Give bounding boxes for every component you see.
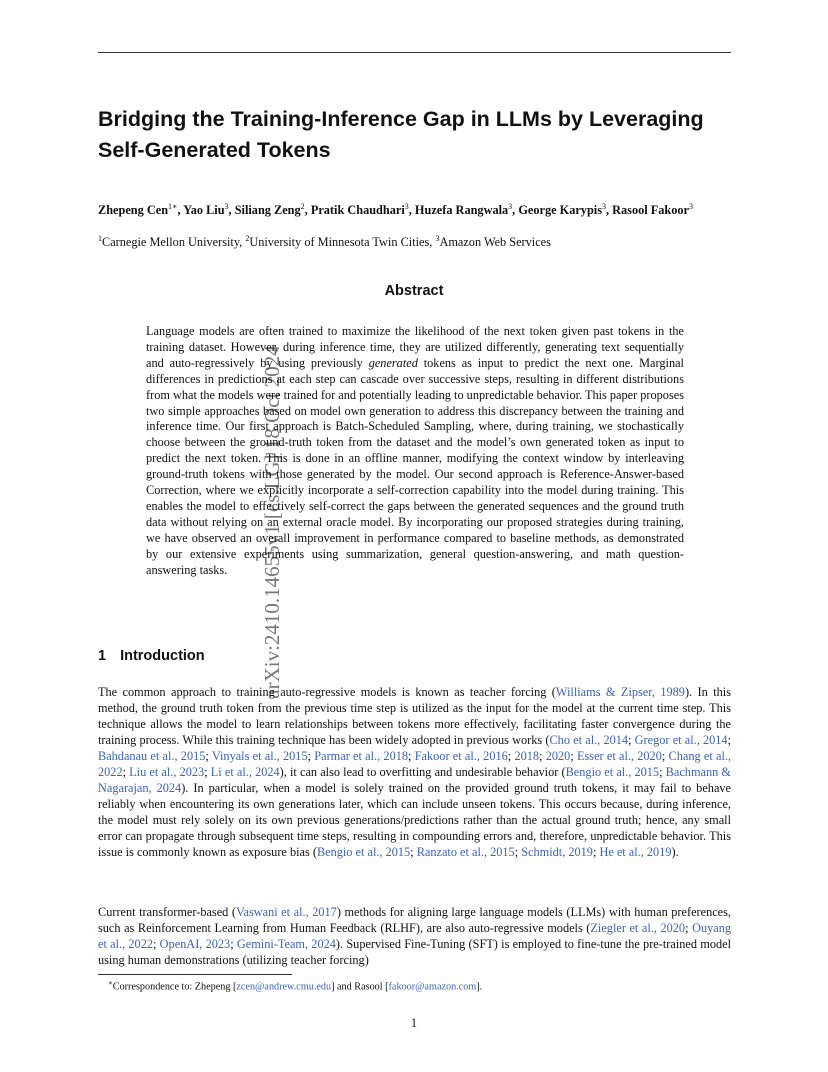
citation-link[interactable]: Schmidt, 2019: [521, 845, 593, 859]
citation-link[interactable]: Liu et al., 2023: [129, 765, 205, 779]
author-affiliation-mark: 3: [224, 202, 229, 211]
section-number: 1: [98, 648, 107, 664]
author-name: Yao Liu: [183, 203, 225, 218]
paragraph-text: ). Supervised Fine-Tuning (SFT) is employed to fine-tune the pre-trained model using human demonstrations (utilizing teacher forcing): [98, 937, 731, 967]
citation-link[interactable]: Cho et al., 2014: [549, 733, 629, 747]
paragraph-text: ;: [514, 845, 522, 859]
paragraph-text: Current transformer-based (: [98, 905, 236, 919]
abstract-heading: Abstract: [384, 283, 444, 299]
citation-link[interactable]: Ouyang et al., 2022: [98, 921, 731, 951]
footnote-rule: [98, 974, 292, 975]
citation-link[interactable]: Gregor et al., 2014: [634, 733, 728, 747]
affiliation-name: Amazon Web Services: [439, 235, 551, 250]
citation-link[interactable]: Ranzato et al., 2015: [416, 845, 515, 859]
section-heading: [98, 648, 205, 664]
citation-link[interactable]: Bengio et al., 2015: [565, 765, 660, 779]
paper-title: Bridging the Training-Inference Gap in LLMs by Leveraging Self-Generated Tokens: [98, 107, 704, 162]
author-affiliation-mark: 3: [404, 202, 409, 211]
paragraph-text: ;: [410, 845, 417, 859]
paragraph-text: ;: [122, 765, 130, 779]
citation-link[interactable]: Gemini-Team, 2024: [236, 937, 336, 951]
paragraph-text: ;: [507, 749, 515, 763]
citation-link[interactable]: Vinyals et al., 2015: [211, 749, 308, 763]
paragraph-text: ;: [205, 749, 212, 763]
arxiv-stamp[interactable]: arXiv:2410.14655v1 [cs.LG] 18 Oct 2024: [260, 345, 284, 699]
author-affiliation-mark: 3: [689, 202, 694, 211]
paragraph-text: ), it can also lead to overfitting and undesirable behavior (: [279, 765, 566, 779]
abstract-emphasis: generated: [368, 355, 418, 370]
paragraph-text: ;: [153, 937, 160, 951]
author-list: Zhepeng Cen$^{1∗}$, Yao Liu$^3$, Siliang Zeng$^2$, Pratik Chaudhari$^3$, Huzefa Rangwala$^3$, George Karypis$^3$, Rasool Fakoor$^3$: [98, 202, 694, 218]
paragraph-text: ;: [628, 733, 635, 747]
section-title: Introduction: [120, 648, 205, 664]
author-name: Zhepeng Cen: [98, 203, 169, 218]
author-name: Huzefa Rangwala: [414, 203, 509, 218]
paragraph-text: ;: [659, 765, 666, 779]
affiliation-name: University of Minnesota Twin Cities: [249, 235, 430, 250]
citation-link[interactable]: Ziegler et al., 2020: [590, 921, 686, 935]
citation-link[interactable]: Bachmann & Nagarajan, 2024: [98, 765, 731, 795]
intro-paragraph-1: [98, 684, 731, 860]
email-link-zhepeng[interactable]: zcen@andrew.cmu.edu: [236, 981, 332, 993]
paragraph-text: ;: [685, 921, 693, 935]
paragraph-text: ;: [307, 749, 315, 763]
paragraph-text: ;: [592, 845, 600, 859]
footnote: ∗Correspondence to: Zhepeng [zcen@andrew.cmu.edu] and Rasool [fakoor@amazon.com].: [108, 979, 483, 993]
citation-link[interactable]: Parmar et al., 2018: [314, 749, 409, 763]
citation-link[interactable]: Chang et al., 2022: [98, 749, 732, 779]
author-name: George Karypis: [518, 203, 602, 218]
citation-link[interactable]: Bengio et al., 2015: [316, 845, 411, 859]
page-number: 1: [410, 1016, 418, 1030]
paragraph-text: ;: [408, 749, 415, 763]
author-name: Rasool Fakoor: [612, 203, 690, 218]
paragraph-text: ;: [539, 749, 546, 763]
email-link-rasool[interactable]: fakoor@amazon.com: [388, 981, 477, 993]
top-rule: [98, 52, 731, 53]
author-affiliation-mark: 3: [508, 202, 513, 211]
citation-link[interactable]: Williams & Zipser, 1989: [555, 685, 685, 699]
intro-paragraph-2: [98, 904, 731, 968]
affiliation-name: Carnegie Mellon University: [102, 235, 240, 250]
affiliations: $^1$Carnegie Mellon University, $^2$University of Minnesota Twin Cities, $^3$Amazon Web Services: [98, 234, 551, 250]
abstract-body: Language models are often trained to maximize the likelihood of the next token given past tokens in the training dataset. However, during inference time, they are utilized differently, generating text sequentially and auto-regressively by using previously generated tokens as input to predict the next one. Marginal differences in predictions at each step can cascade over successive steps, resulting in different distributions from what the models were trained for and potentially leading to unpredictable behavior. This paper proposes two simple approaches based on model own generation to address this discrepancy between the training and inference time. Our first approach is Batch-Scheduled Sampling, where, during training, we stochastically choose between the ground-truth token from the dataset and the model’s own generated token as input to predict the next token. This is done in an offline manner, modifying the context window by interleaving ground-truth tokens with those generated by the model. Our second approach is Reference-Answer-based Correction, where we explicitly incorporate a self-correction capability into the model during training. This enables the model to effectively self-correct the gaps between the generated sequences and the ground truth data without relying on an external oracle model. By incorporating our proposed strategies during training, we have observed an overall improvement in performance compared to baseline methods, as demonstrated by our extensive experiments using summarization, general question-answering, and math question-answering tasks.: [146, 324, 684, 577]
citation-link[interactable]: Esser et al., 2020: [576, 749, 662, 763]
citation-link[interactable]: He et al., 2019: [599, 845, 672, 859]
citation-link[interactable]: OpenAI, 2023: [159, 937, 231, 951]
paragraph-text: ).: [671, 845, 679, 859]
citation-link[interactable]: 2018: [514, 749, 540, 763]
paragraph-text: ). In this method, the ground truth token from the previous time step is utilized as the input for the model at the current time step. This technique allows the model to learn relationships between tokens more effectively, facilitating faster convergence during the training process. While this training technique has been widely adopted in previous works (: [98, 685, 732, 747]
author-affiliation-mark: 2: [300, 202, 305, 211]
author-affiliation-mark: 3: [602, 202, 606, 211]
paragraph-text: ). In particular, when a model is solely trained on the provided ground truth tokens, it may fail to behave reliably when encountering its own generations later, which can include unseen tokens. This occurs because, during inference, the model must rely solely on its own previous generations/predictions rather than the actual ground truth; hence, any small error can propagate through subsequent time steps, resulting in compounding errors and, therefore, unpredictable behavior. This issue is commonly known as exposure bias (: [98, 781, 732, 859]
citation-link[interactable]: Bahdanau et al., 2015: [98, 749, 206, 763]
citation-link[interactable]: Li et al., 2024: [210, 765, 280, 779]
paragraph-text: The common approach to training auto-regressive models is known as teacher forcing (: [98, 685, 556, 699]
paragraph-text: ;: [661, 749, 669, 763]
paragraph-text: ) methods for aligning large language models (LLMs) with human preferences, such as Reinforcement Learning from Human Feedback (RLHF), are also auto-regressive models (: [98, 905, 732, 935]
citation-link[interactable]: 2020: [545, 749, 571, 763]
author-name: Siliang Zeng: [234, 203, 301, 218]
paragraph-text: ;: [727, 733, 731, 747]
citation-link[interactable]: Fakoor et al., 2016: [414, 749, 508, 763]
citation-link[interactable]: Vaswani et al., 2017: [235, 905, 337, 919]
paragraph-text: ;: [230, 937, 237, 951]
author-affiliation-mark: 1∗: [168, 202, 178, 211]
paragraph-text: ;: [204, 765, 211, 779]
paragraph-text: ;: [570, 749, 577, 763]
author-name: Pratik Chaudhari: [310, 203, 405, 218]
